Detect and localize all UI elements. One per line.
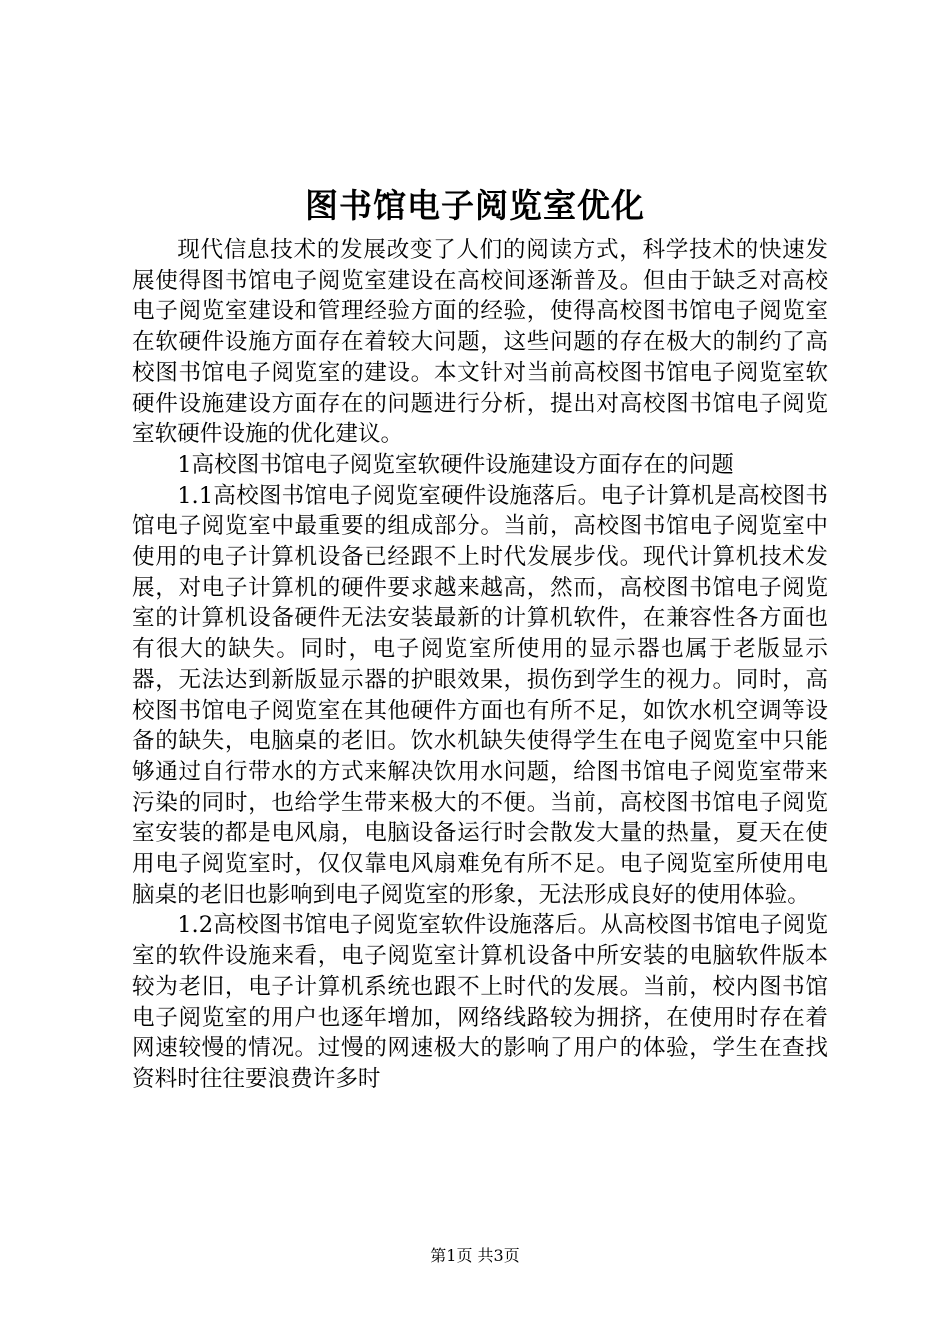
intro-paragraph: 现代信息技术的发展改变了人们的阅读方式，科学技术的快速发展使得图书馆电子阅览室建设在高校间逐渐普及。但由于缺乏对高校电子阅览室建设和管理经验方面的经验，使得高校图书馆电子阅览室在软硬件设施方面存在着较大问题，这些问题的存在极大的制约了高校图书馆电子阅览室的建设。本文针对当前高校图书馆电子阅览室软硬件设施建设方面存在的问题进行分析，提出对高校图书馆电子阅览室软硬件设施的优化建议。 xyxy=(132,237,828,448)
section-heading: 1高校图书馆电子阅览室软硬件设施建设方面存在的问题 xyxy=(177,451,734,478)
section-1-1-paragraph: 1.1高校图书馆电子阅览室硬件设施落后。电子计算机是高校图书馆电子阅览室中最重要的组成部分。当前，高校图书馆电子阅览室中使用的电子计算机设备已经跟不上时代发展步伐。现代计算机技术发展，对电子计算机的硬件要求越来越高，然而，高校图书馆电子阅览室的计算机设备硬件无法安装最新的计算机软件，在兼容性各方面也有很大的缺失。同时，电子阅览室所使用的显示器也属于老版显示器，无法达到新版显示器的护眼效果，损伤到学生的视力。同时，高校图书馆电子阅览室在其他硬件方面也有所不足，如饮水机空调等设备的缺失，电脑桌的老旧。饮水机缺失使得学生在电子阅览室中只能够通过自行带水的方式来解决饮用水问题，给图书馆电子阅览室带来污染的同时，也给学生带来极大的不便。当前，高校图书馆电子阅览室安装的都是电风扇，电脑设备运行时会散发大量的热量，夏天在使用电子阅览室时，仅仅靠电风扇难免有所不足。电子阅览室所使用电脑桌的老旧也影响到电子阅览室的形象，无法形成良好的使用体验。 xyxy=(132,482,828,908)
section-1-2-paragraph: 1.2高校图书馆电子阅览室软件设施落后。从高校图书馆电子阅览室的软件设施来看，电子阅览室计算机设备中所安装的电脑软件版本较为老旧，电子计算机系统也跟不上时代的发展。当前，校内图书馆电子阅览室的用户也逐年增加，网络线路较为拥挤，在使用时存在着网速较慢的情况。过慢的网速极大的影响了用户的体验，学生在查找资料时往往要浪费许多时 xyxy=(132,912,828,1092)
document-body xyxy=(132,235,828,1095)
page-footer: 第1页 共3页 xyxy=(430,1246,520,1265)
document-title: 图书馆电子阅览室优化 xyxy=(305,186,645,225)
